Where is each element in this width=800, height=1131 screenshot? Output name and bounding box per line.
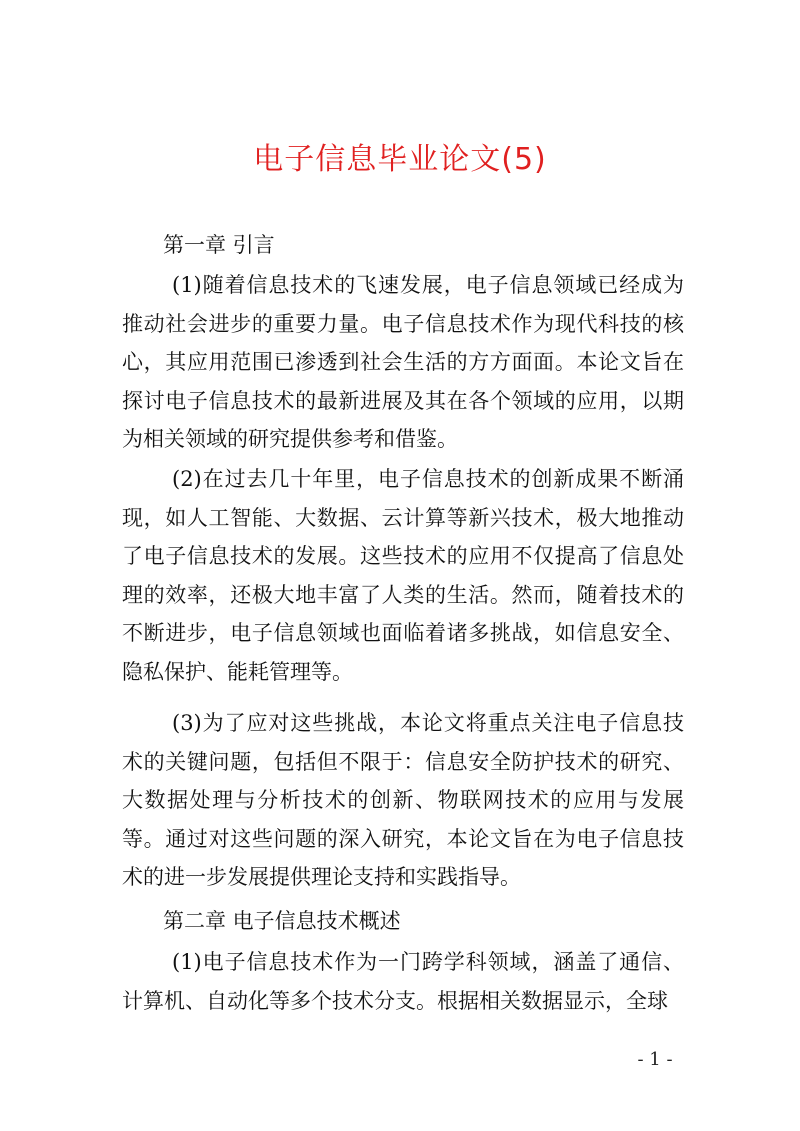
chapter-1-paragraph-2: (2)在过去几十年里，电子信息技术的创新成果不断涌现，如人工智能、大数据、云计算等新兴技术，极大地推动了电子信息技术的发展。这些技术的应用不仅提高了信息处理的效率，还极大地丰富了人类的生活。然而，随着技术的不断进步，电子信息领域也面临着诸多挑战，如信息安全、隐私保护、能耗管理等。 (122, 467, 684, 684)
chapter-1-paragraph-1: (1)随着信息技术的飞速发展，电子信息领域已经成为推动社会进步的重要力量。电子信息技术作为现代科技的核心，其应用范围已渗透到社会生活的方方面面。本论文旨在探讨电子信息技术的最新进展及其在各个领域的应用，以期为相关领域的研究提供参考和借鉴。 (122, 273, 684, 452)
document-title: 电子信息毕业论文(5) (253, 142, 547, 177)
page-number: - 1 - (637, 1049, 673, 1070)
chapter-2-heading: 第二章 电子信息技术概述 (163, 909, 401, 933)
chapter-2-paragraph-1: (1)电子信息技术作为一门跨学科领域，涵盖了通信、计算机、自动化等多个技术分支。根据相关数据显示，全球 (122, 950, 684, 1013)
chapter-1-paragraph-3: (3)为了应对这些挑战，本论文将重点关注电子信息技术的关键问题，包括但不限于：信息安全防护技术的研究、大数据处理与分析技术的创新、物联网技术的应用与发展等。通过对这些问题的深入研究，本论文旨在为电子信息技术的进一步发展提供理论支持和实践指导。 (122, 711, 684, 890)
chapter-1-heading: 第一章 引言 (163, 233, 275, 257)
